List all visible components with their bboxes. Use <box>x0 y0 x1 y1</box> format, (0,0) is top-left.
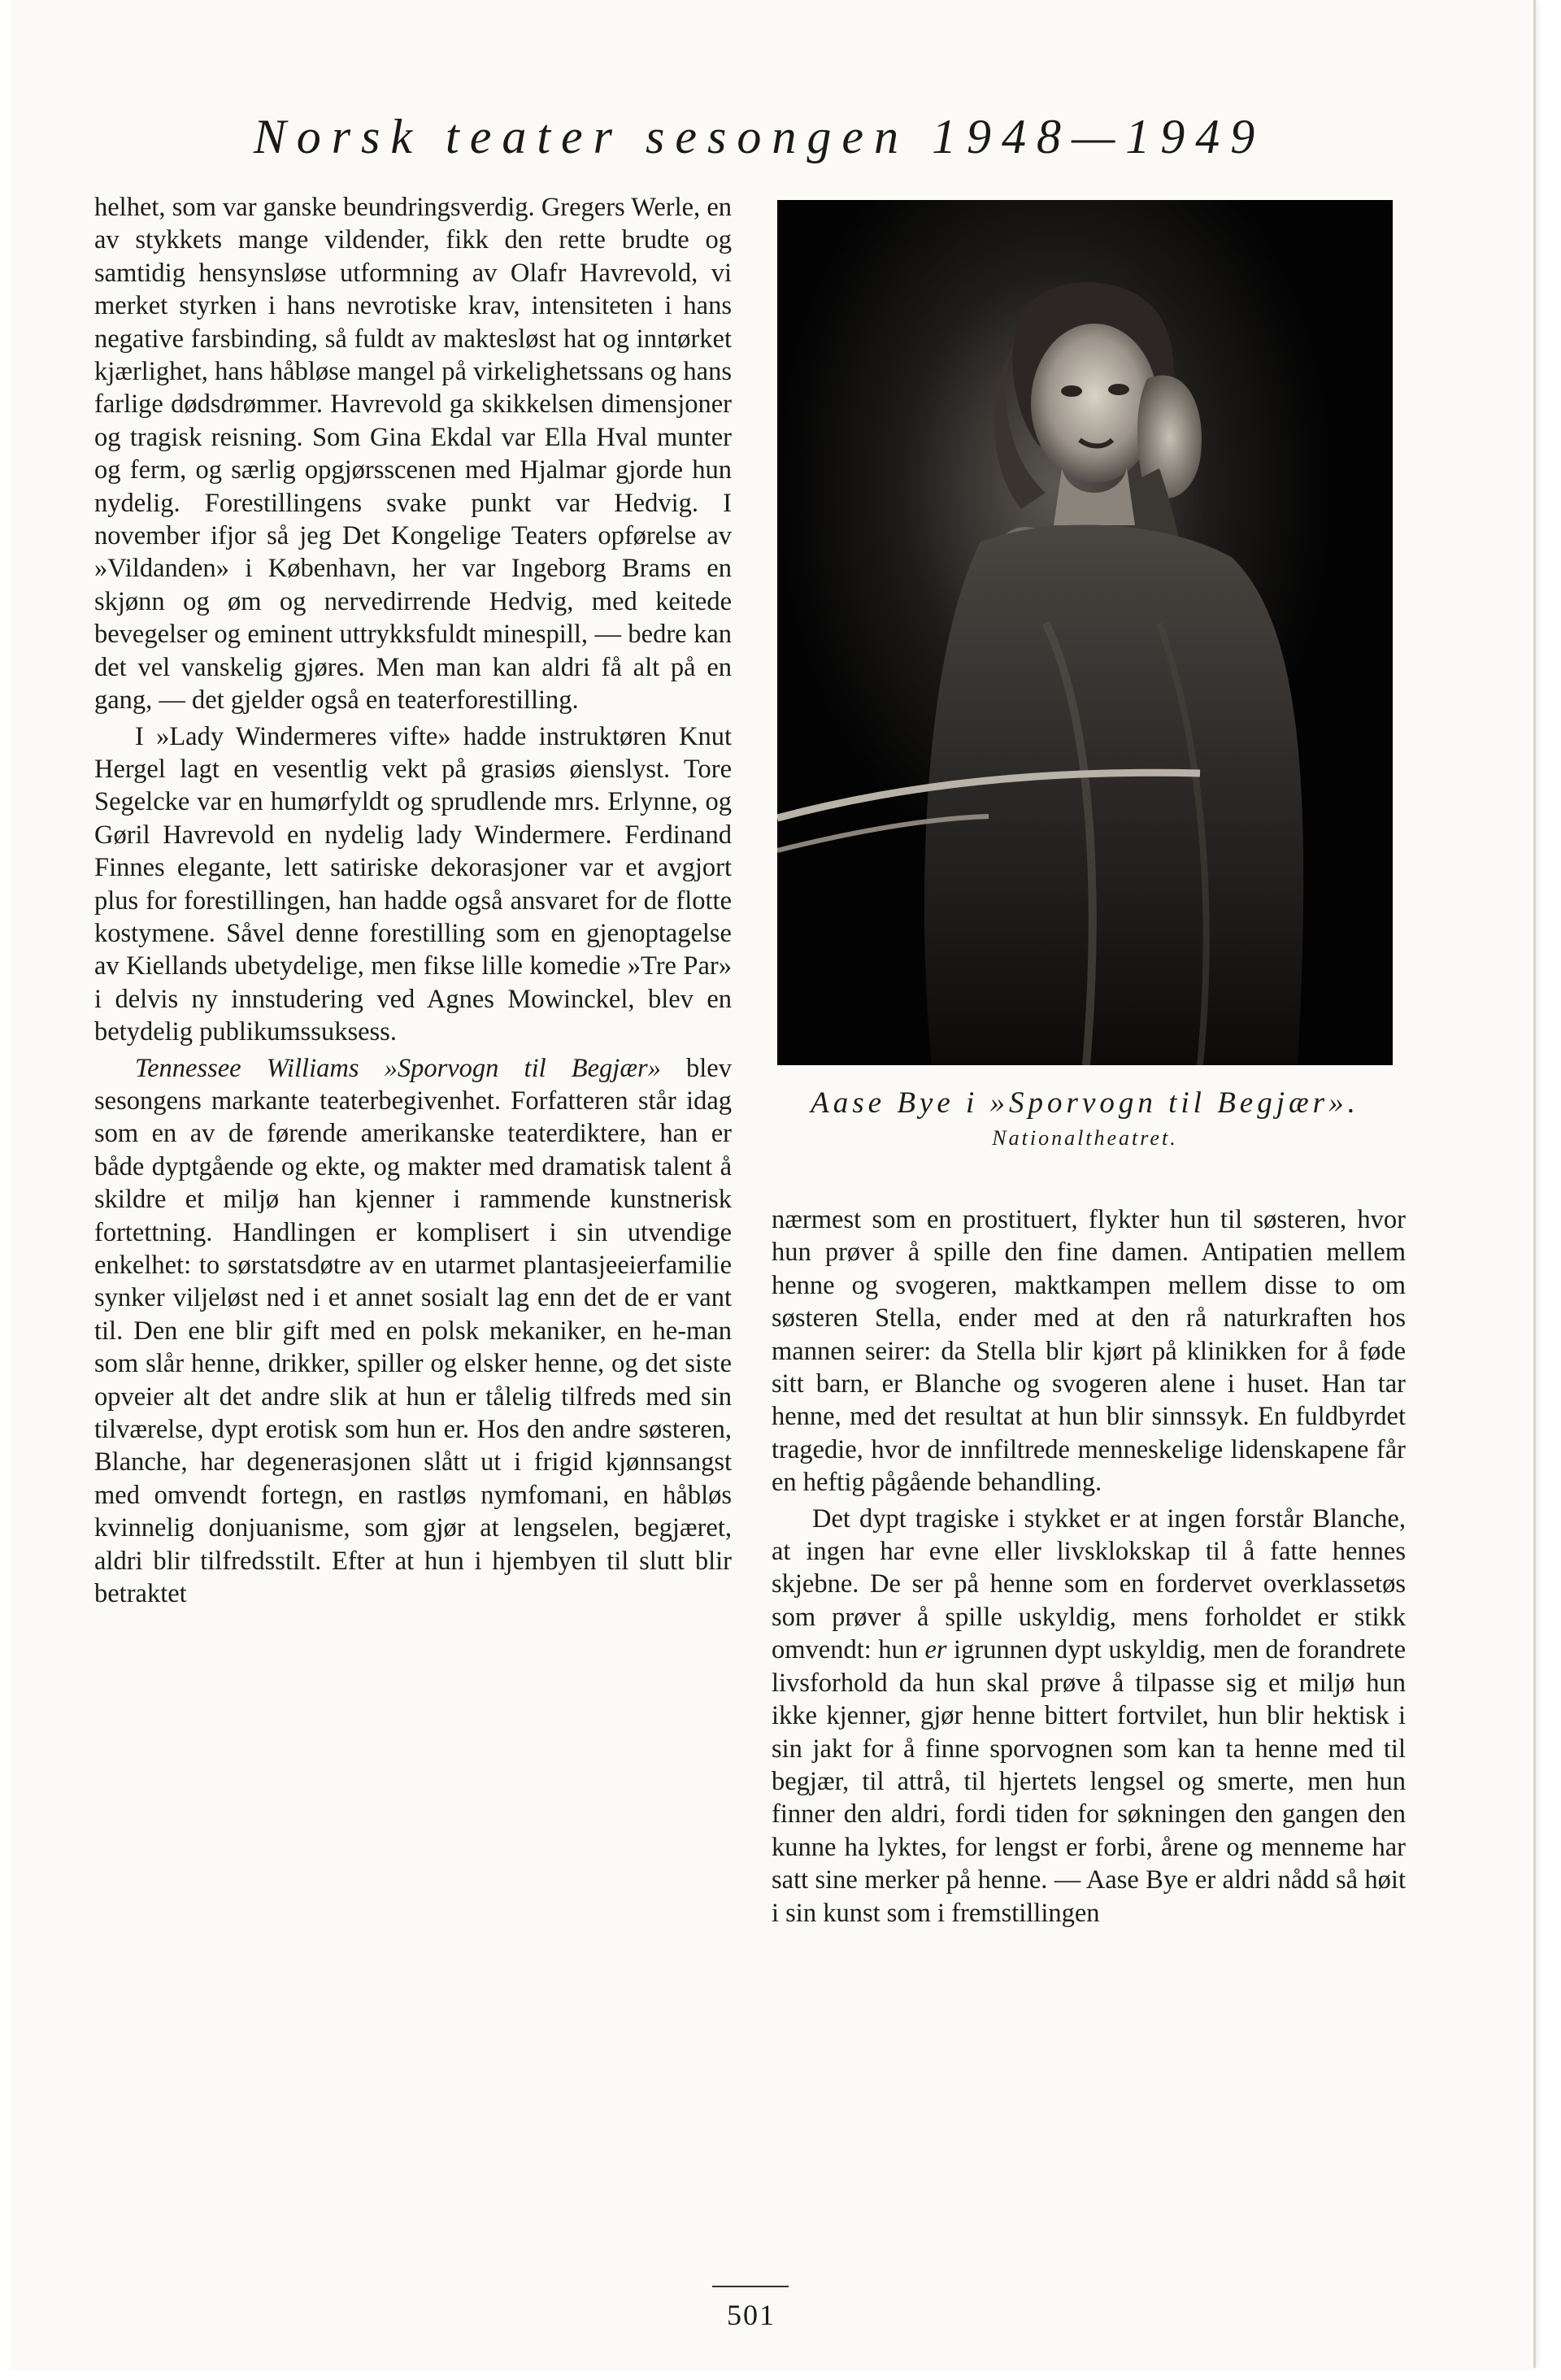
photo-caption <box>777 1083 1393 1153</box>
paragraph-sporvogn-body: blev sesongens markante teaterbegivenhet. Forfatteren står idag som en av de førende amerikanske teaterdiktere, han er både dyptgående og ekte, og makter med dramatisk talent å skildre et miljø han kjenner i rammende kunstnerisk fortettning. Handlingen er komplisert i sin utvendige enkelhet: to sørstatsdøtre av en utarmet plantasjeeierfamilie synker viljeløst ned i et annet sosialt lag enn det de er vant til. Den ene blir gift med en polsk mekaniker, en he-man som slår henne, drikker, spiller og elsker henne, og det siste opveier alt det andre slik at hun er tålelig tilfreds med sin tilværelse, dypt erotisk som hun er. Hos den andre søsteren, Blanche, har degenerasjonen slått ut i frigid kjønnsangst med omvendt fortegn, en rastløs nymfomani, en håbløs kvinnelig donjuanisme, som gjør at lengselen, begjæret, aldri blir tilfredsstilt. Efter at hun i hjembyen til slutt blir betraktet <box>94 1053 732 1609</box>
page-sheet <box>11 0 1536 2368</box>
paragraph-lady-windermere: I »Lady Windermeres vifte» hadde instruktøren Knut Hergel lagt en vesentlig vekt på grasiøs øienslyst. Tore Segelcke var en humørfyldt og sprudlende mrs. Erlynne, og Gøril Havrevold en nydelig lady Windermere. Ferdinand Finnes elegante, lett satiriske dekorasjoner var et avgjort plus for forestillingen, han hadde også ansvaret for de flotte kostymene. Såvel denne forestilling som en gjenoptagelse av Kiellands ubetydelige, men fikse lille komedie »Tre Par» i delvis ny innstudering ved Agnes Mowinckel, blev en betydelig publikumssuksess. <box>94 721 732 1047</box>
stage-photograph <box>777 200 1393 1065</box>
left-text-column <box>94 191 732 1610</box>
caption-credit: Nationaltheatret. <box>992 1126 1178 1150</box>
caption-title: Aase Bye i »Sporvogn til Begjær». <box>811 1086 1359 1120</box>
running-header: Norsk teater sesongen 1948—1949 <box>253 110 1266 163</box>
paragraph-vildanden: helhet, som var ganske beundringsverdig. Gregers Werle, en av stykkets mange vildender, fikk den rette brudte og samtidig hensynsløse utformning av Olafr Havrevold, vi merket styrken i hans nevrotiske krav, intensiteten i hans negative farsbinding, så fuldt av maktesløst hat og inntørket kjærlighet, hans håbløse mangel på virkelighetssans og hans farlige dødsdrømmer. Havrevold ga skikkelsen dimensjoner og tragisk reisning. Som Gina Ekdal var Ella Hval munter og ferm, og særlig opgjørsscenen med Hjalmar gjorde hun nydelig. Forestillingens svake punkt var Hedvig. I november ifjor så jeg Det Kongelige Teaters opførelse av »Vildanden» i København, her var Ingeborg Brams en skjønn og øm og nervedirrende Hedvig, med keitede bevegelser og eminent uttrykksfuldt minespill, — bedre kan det vel vanskelig gjøres. Men man kan aldri få alt på en gang, — det gjelder også en teaterforestilling. <box>94 193 732 716</box>
page-number: 501 <box>727 2299 776 2331</box>
paragraph-plot: nærmest som en prostituert, flykter hun til søsteren, hvor hun prøver å spille den fine damen. Antipatien mellem henne og svogeren, maktkampen mellem disse to om søsteren Stella, ender med at den rå naturkraften hos mannen seirer: da Stella blir kjørt på klinikken for å føde sitt barn, er Blanche og svogeren alene i huset. Han tar henne, med det resultat at hun blir sinnssyk. En fuldbyrdet tragedie, hvor de innfiltrede menneskelige lidenskapene får en heftig pågående behandling. <box>772 1205 1406 1498</box>
play-title-italic: Tennessee Williams »Sporvogn til Begjær» <box>135 1053 661 1083</box>
paragraph-blanche-a: Det dypt tragiske i stykket er at ingen forstår Blanche, at ingen har evne eller livsklokskap til å fatte hennes skjebne. De ser på henne som en fordervet overklassetøs som prøver å spille uskyldig, mens forholdet er stikk omvendt: hun <box>772 1503 1406 1665</box>
right-text-column <box>772 1203 1406 1930</box>
actress-telephone-icon <box>777 200 1393 1065</box>
paragraph-blanche-b: igrunnen dypt uskyldig, men de forandrete livsforhold da hun skal prøve å tilpasse sig et miljø hun ikke kjenner, gjør henne bittert fortvilet, hun blir hektisk i sin jakt for å finne sporvognen som kan ta henne med til begjær, til attrå, til hjertets lengsel og smerte, men hun finner den aldri, fordi tiden for søkningen den gangen den kunne ha lyktes, for lengst er forbi, årene og menneme har satt sine merker på henne. — Aase Bye er aldri nådd så høit i sin kunst som i fremstillingen <box>772 1635 1406 1928</box>
paragraph-blanche <box>772 1503 1406 1930</box>
folio-rule <box>712 2286 789 2287</box>
paragraph-sporvogn <box>94 1052 732 1611</box>
emphasis-er: er <box>924 1635 947 1665</box>
